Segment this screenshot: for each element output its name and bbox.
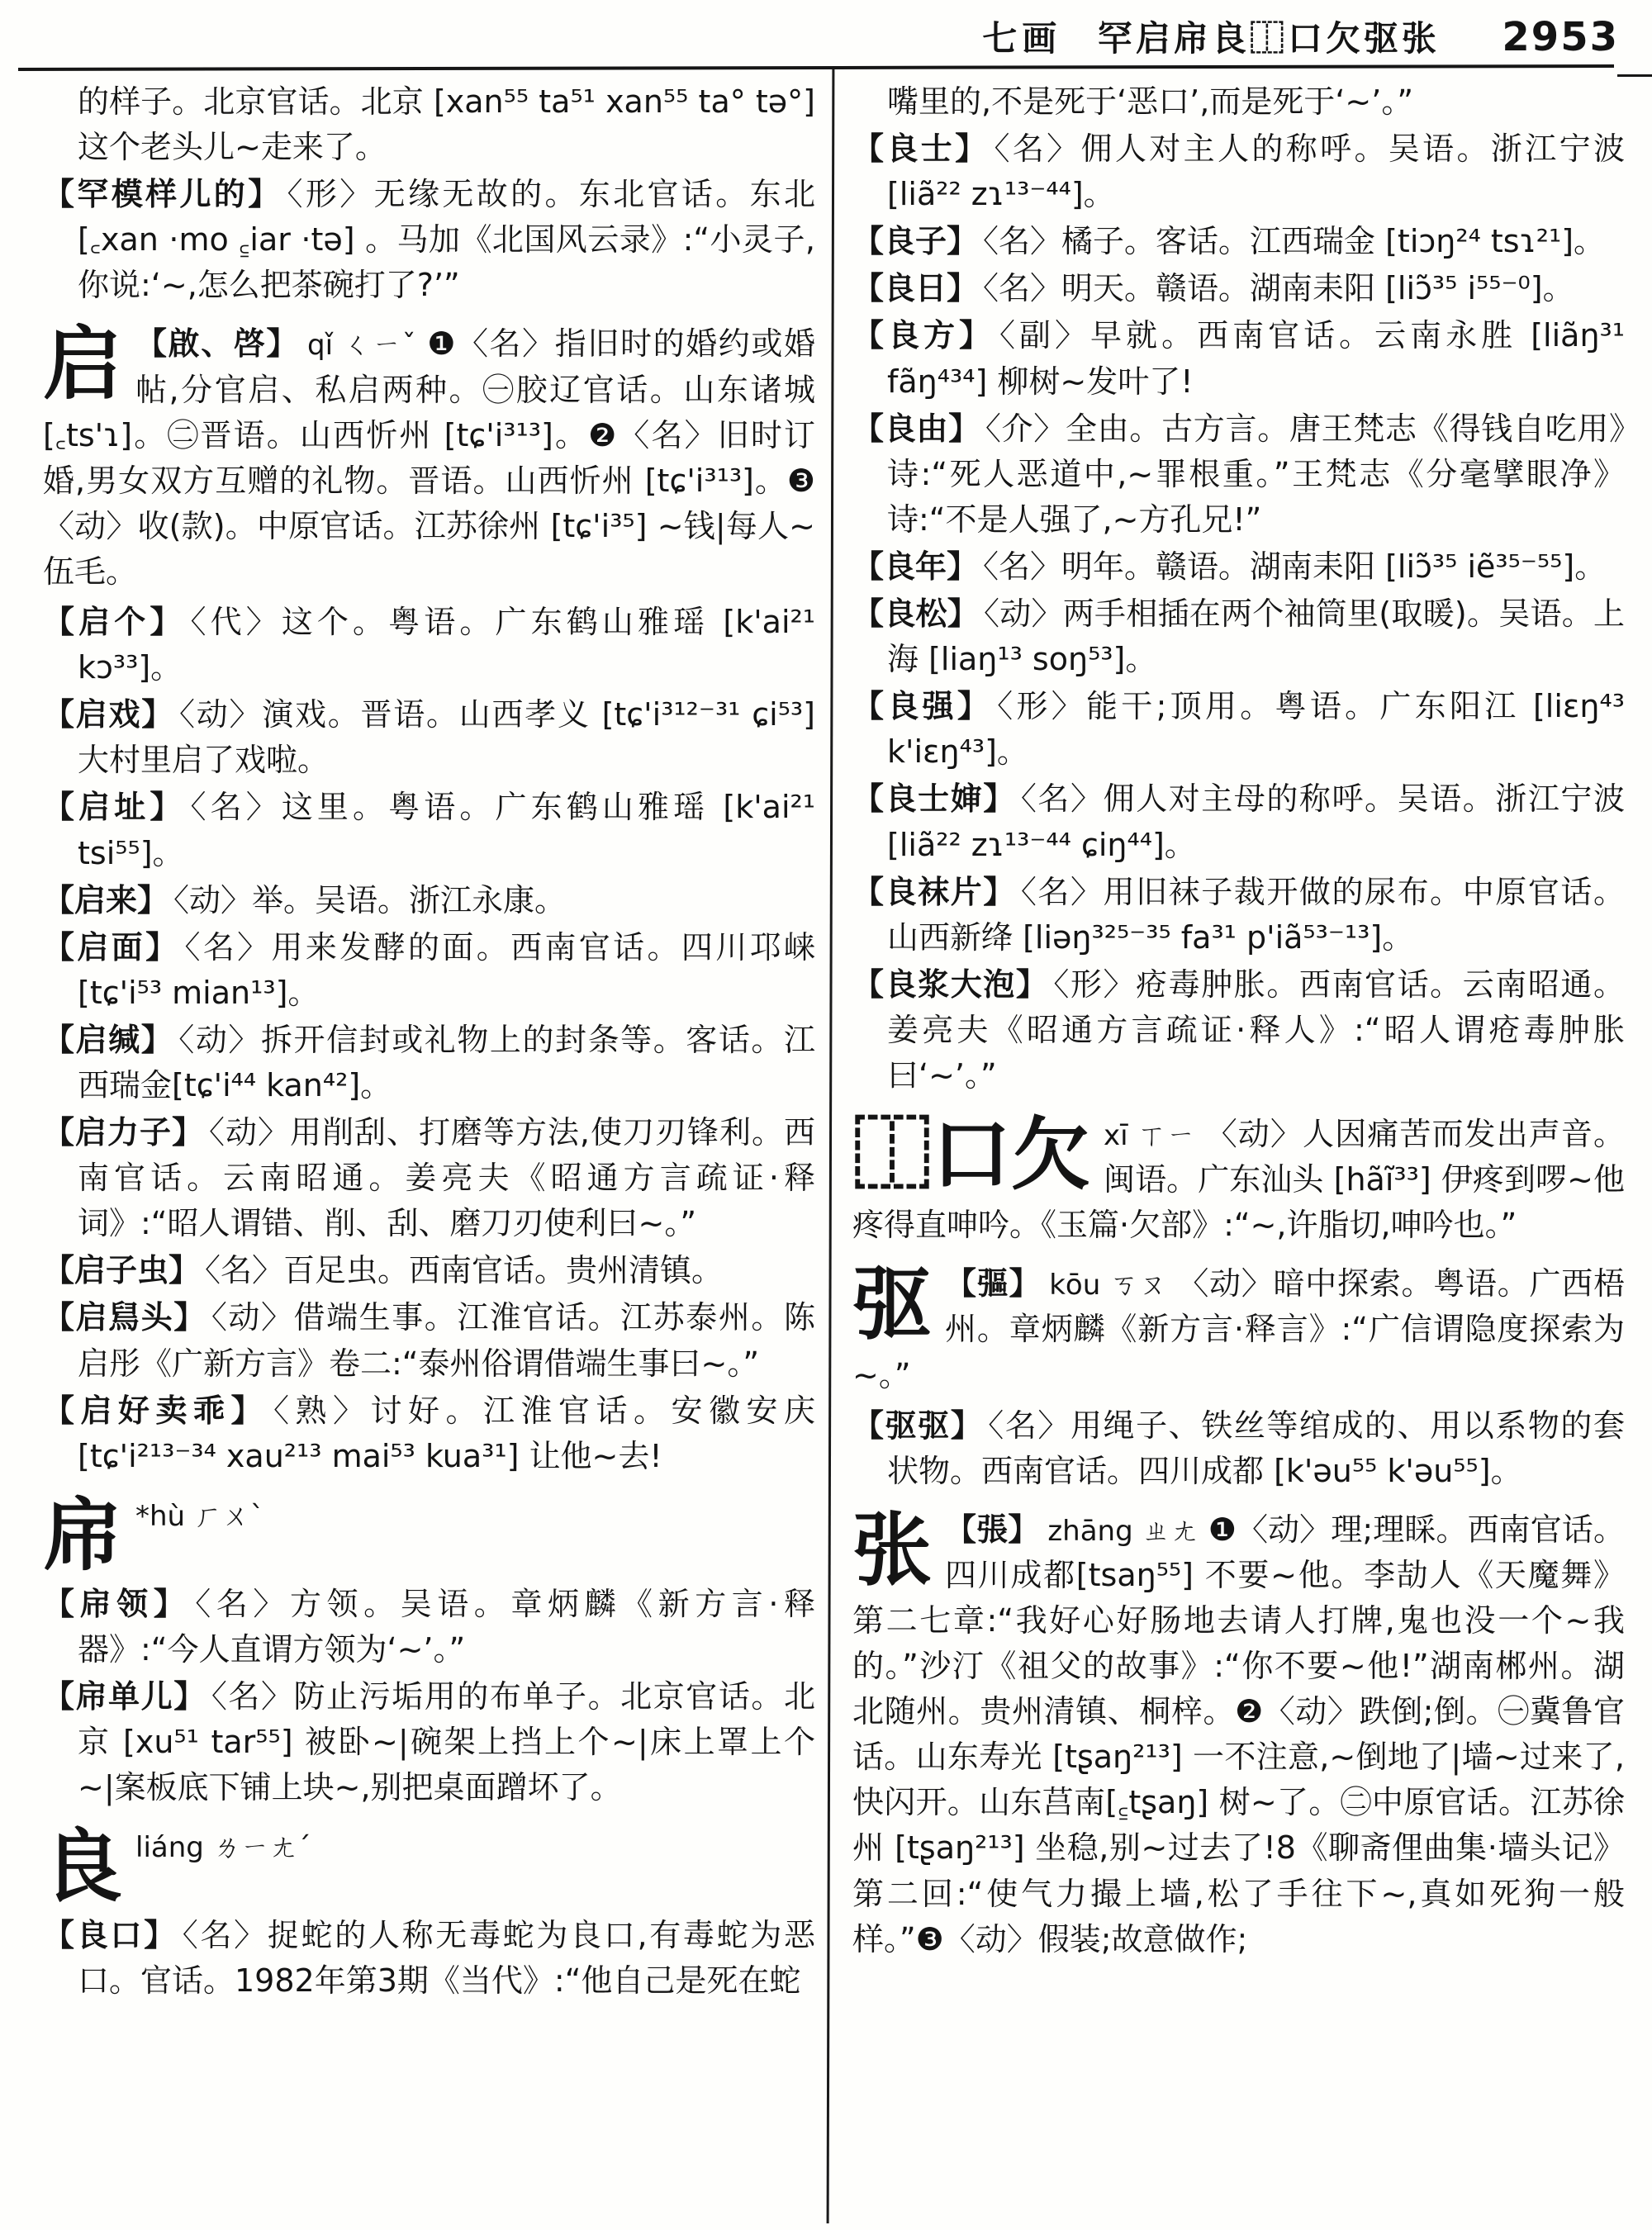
header-rule-tail [1617, 74, 1652, 77]
dictionary-entry [43, 1018, 815, 1108]
entry-definition: 〈副〉早就。西南官话。云南永胜 [liãŋ³¹ fãŋ⁴³⁴] 柳树~发叶了! [887, 317, 1625, 400]
entry-definition: 〈动〉举。吴语。浙江永康。 [173, 881, 567, 918]
entry-headword: 【启面】 [43, 928, 180, 966]
right-column [852, 79, 1625, 1967]
entry-definition: 〈动〉用削刮、打磨等方法,使刀刃锋利。西南官话。云南昭通。姜亮夫《昭通方言疏证·释词》:“昭人谓错、削、刮、磨刀刃使利曰~。” [78, 1114, 815, 1242]
dictionary-entry [852, 406, 1625, 543]
dictionary-entry [43, 925, 815, 1016]
dictionary-entry [43, 79, 815, 170]
dictionary-entry [852, 591, 1625, 682]
dictionary-main-entry [852, 1108, 1625, 1248]
entry-definition: 〈熟〉讨好。江淮官话。安徽安庆 [tɕ'i²¹³⁻³⁴ xau²¹³ mai⁵³ kua³¹] 让他~去! [78, 1392, 815, 1474]
entry-definition: 〈形〉疮毒肿胀。西南官话。云南昭通。姜亮夫《昭通方言疏证·释人》:“昭人谓疮毒肿胀曰‘~’。” [887, 966, 1625, 1094]
dictionary-entry [852, 544, 1625, 590]
entry-headword: 帍 [43, 1488, 122, 1582]
entry-headword: 良 [43, 1820, 122, 1914]
entry-definition: 〈名〉用绳子、铁丝等绾成的、用以系物的套状物。西南官话。四川成都 [k'əu⁵⁵ k'əu⁵⁵]。 [887, 1407, 1625, 1489]
entry-definition: 〈动〉借端生事。江淮官话。江苏泰州。陈启彤《广新方言》卷二:“泰州俗谓借端生事曰~。” [78, 1299, 815, 1382]
left-column [43, 79, 815, 2005]
entry-headword: 【良强】 [852, 688, 993, 725]
entry-definition: 〈形〉能干;顶用。粤语。广东阳江 [liɛŋ⁴³ k'iɛŋ⁴³]。 [887, 688, 1625, 771]
entry-definition: 〈名〉捉蛇的人称无毒蛇为良口,有毒蛇为恶口。官话。1982年第3期《当代》:“他自己是死在蛇 [78, 1917, 815, 2000]
entry-definition: 〈形〉无缘无故的。东北官话。东北 [꜀xan ·mo ꜁iar ·tə] 。马加《北国风云录》:“小灵子,你说:‘~,怎么把茶碗打了?’” [78, 176, 815, 304]
entry-headword: 【启来】 [43, 881, 169, 918]
entry-headword: 【良日】 [852, 270, 979, 307]
entry-headword: 张 [852, 1503, 932, 1597]
dictionary-entry [852, 962, 1625, 1098]
entry-headword: 启 [43, 318, 122, 411]
dictionary-main-entry [43, 1820, 815, 1914]
entry-headword: 【良子】 [852, 223, 979, 260]
dictionary-entry [43, 172, 815, 308]
entry-headword: 【启舃头】 [43, 1299, 206, 1336]
dictionary-main-entry [43, 1488, 815, 1582]
entry-definition: 〈名〉佣人对主人的称呼。吴语。浙江宁波 [liã²² zɿ¹³⁻⁴⁴]。 [887, 130, 1625, 213]
dictionary-entry [852, 219, 1625, 264]
entry-definition: 〈动〉两手相插在两个袖筒里(取暖)。吴语。上海 [liaŋ¹³ soŋ⁵³]。 [887, 595, 1625, 678]
entry-variant-form: 【張】 [945, 1511, 1040, 1548]
entry-definition: 〈名〉橘子。客话。江西瑞金 [tiɔŋ²⁴ tsɿ²¹]。 [983, 223, 1606, 260]
entry-definition: 〈动〉人因痛苦而发出声音。闽语。广东汕头 [hãĩ³³] 伊疼到啰~他疼得直呻吟。《玉篇·欠部》:“~,许脂切,呻吟也。” [852, 1116, 1625, 1244]
entry-definition: 〈动〉拆开信封或礼物上的封条等。客话。江西瑞金[tɕ'i⁴⁴ kan⁴²]。 [78, 1021, 815, 1103]
entry-headword: 【良年】 [852, 548, 979, 585]
entry-headword: 【帍单儿】 [43, 1677, 206, 1715]
entry-definition: 〈名〉方领。吴语。章炳麟《新方言·释器》:“今人直谓方领为‘~’。” [78, 1585, 815, 1668]
entry-headword: 【罕模样儿的】 [43, 176, 282, 213]
entry-headword: 【良浆大泡】 [852, 966, 1049, 1003]
dictionary-entry [43, 1248, 815, 1293]
dictionary-entry [43, 1674, 815, 1810]
entry-headword: 【启戏】 [43, 696, 174, 733]
entry-definition: 〈动〉演戏。晋语。山西孝义 [tɕ'i³¹²⁻³¹ ɕi⁵³] 大村里启了戏啦。 [78, 696, 815, 779]
entry-definition: 〈介〉全由。古方言。唐王梵志《得钱自吃用》诗:“死人恶道中,~罪根重。”王梵志《分毫擘眼净》诗:“不是人强了,~方孔兄!” [887, 410, 1625, 538]
dictionary-entry [43, 600, 815, 690]
entry-definition: 〈名〉佣人对主母的称呼。吴语。浙江宁波 [liã²² zɿ¹³⁻⁴⁴ ɕiŋ⁴⁴]。 [887, 780, 1625, 863]
entry-definition: 〈动〉暗中探索。粤语。广西梧州。章炳麟《新方言·释言》:“广信谓隐度探索为~。” [852, 1265, 1625, 1393]
page-header [0, 12, 1619, 61]
stroke-section-label: 七画 [982, 18, 1062, 59]
dictionary-entry [852, 126, 1625, 217]
dictionary-entry [852, 79, 1625, 125]
entry-pronunciation: xī ㄒㄧ [1104, 1119, 1196, 1153]
dictionary-entry [852, 266, 1625, 311]
dictionary-entry [852, 870, 1625, 961]
entry-headword: 【启址】 [43, 789, 186, 826]
entry-headword: ⿰口欠 [852, 1108, 1090, 1202]
entry-headword: 【启个】 [43, 604, 186, 641]
dictionary-main-entry [43, 318, 815, 595]
entry-definition: 〈名〉用旧袜子裁开做的尿布。中原官话。山西新绛 [liəŋ³²⁵⁻³⁵ fa³¹ p'iã⁵³⁻¹³]。 [887, 873, 1625, 956]
dictionary-entry [852, 776, 1625, 867]
dictionary-entry [43, 1582, 815, 1672]
entry-headword: 【启力子】 [43, 1114, 204, 1151]
entry-headword: 【良方】 [852, 317, 995, 354]
entry-definition: 〈名〉百足虫。西南官话。贵州清镇。 [205, 1252, 724, 1289]
entry-headword: 【良士】 [852, 130, 990, 168]
entry-definition: 〈名〉明年。赣语。湖南耒阳 [liɔ̃³⁵ iẽ³⁵⁻⁵⁵]。 [983, 548, 1607, 585]
entry-pronunciation: *hù ㄏㄨˋ [135, 1499, 264, 1533]
dictionary-entry [43, 1295, 815, 1386]
entry-headword: 【良松】 [852, 595, 980, 633]
page-number: 2953 [1502, 14, 1619, 60]
guide-characters: 罕启帍良⿰口欠𫸩张 [1097, 18, 1440, 59]
dictionary-entry [43, 878, 815, 923]
entry-headword: 【帍领】 [43, 1585, 191, 1622]
entry-definition: 〈名〉明天。赣语。湖南耒阳 [liɔ̃³⁵ i⁵⁵⁻⁰]。 [983, 270, 1574, 307]
column-divider-rule [827, 69, 835, 2223]
entry-definition: 〈代〉这个。粤语。广东鹤山雅瑶 [k'ai²¹ kɔ³³]。 [78, 604, 815, 686]
entry-headword: 【启子虫】 [43, 1252, 201, 1289]
header-rule [18, 64, 1614, 71]
entry-headword: 【良口】 [43, 1917, 178, 1954]
entry-headword: 【𫸩𫸩】 [852, 1407, 984, 1444]
entry-definition: ❶〈动〉理;理睬。西南官话。四川成都[tsaŋ⁵⁵] 不要~他。李劼人《天魔舞》第二七章:“我好心好肠地去请人打牌,鬼也没一个~我的。”沙汀《祖父的故事》:“你不要~他!”湖南郴州。湖北随州。贵州清镇、桐梓。❷〈动〉跌倒;倒。㊀冀鲁官话。山东寿光 [tʂaŋ²¹³] 一不注意,~倒地了|墙~过来了,快闪开。山东莒南[꜁tʂaŋ] 树~了。㊁中原官话。江苏徐州 [tʂaŋ²¹³] 坐稳,别~过去了!8《聊斋俚曲集·墙头记》第二回:“使气力撮上墙,松了手往下~,真如死狗一般样。”❸〈动〉假装;故意做作; [852, 1511, 1625, 1957]
dictionary-entry [852, 1403, 1625, 1494]
dictionary-entry [43, 785, 815, 875]
entry-headword: 【启好卖乖】 [43, 1392, 268, 1429]
dictionary-entry [43, 1388, 815, 1479]
dictionary-entry [43, 1913, 815, 2004]
dictionary-entry [43, 1110, 815, 1246]
entry-definition: 〈名〉防止污垢用的布单子。北京官话。北京 [xu⁵¹ tar⁵⁵] 被卧~|碗架上挡上个~|床上罩上个~|案板底下铺上块~,别把桌面蹭坏了。 [78, 1677, 815, 1806]
dictionary-entry [43, 692, 815, 783]
entry-definition: ❶〈名〉指旧时的婚约或婚帖,分官启、私启两种。㊀胶辽官话。山东诸城 [꜀ts'ɿ]。㊁晋语。山西忻州 [tɕ'i³¹³]。❷〈名〉旧时订婚,男女双方互赠的礼物。晋语。山西忻州 [tɕ'i³¹³]。❸〈动〉收(款)。中原官话。江苏徐州 [tɕ'i³⁵] ~钱|每人~伍毛。 [43, 325, 815, 590]
entry-pronunciation: qǐ ㄑㄧˇ [307, 329, 418, 363]
entry-pronunciation: liáng ㄌㄧㄤˊ [135, 1831, 311, 1865]
entry-headword: 𫸩 [852, 1258, 932, 1351]
entry-pronunciation: zhāng ㄓㄤ [1047, 1514, 1199, 1548]
dictionary-entry [852, 684, 1625, 775]
entry-pronunciation: kōu ㄎㄡ [1049, 1269, 1168, 1302]
entry-headword: 【良士婶】 [852, 780, 1016, 818]
dictionary-entry [852, 313, 1625, 404]
entry-definition: 〈名〉这里。粤语。广东鹤山雅瑶 [k'ai²¹ tsi⁵⁵]。 [78, 789, 815, 871]
entry-variant-form: 【彄】 [945, 1265, 1042, 1302]
entry-headword: 【启缄】 [43, 1021, 174, 1058]
entry-definition: 的样子。北京官话。北京 [xan⁵⁵ ta⁵¹ xan⁵⁵ ta° tə°] 这个老头儿~走来了。 [78, 83, 815, 166]
entry-headword: 【良袜片】 [852, 873, 1016, 910]
entry-headword: 【良由】 [852, 410, 980, 447]
entry-variant-form: 【啟、啓】 [135, 325, 300, 363]
entry-definition: 〈名〉用来发酵的面。西南官话。四川邛崃 [tɕ'i⁵³ mian¹³]。 [78, 928, 815, 1011]
dictionary-main-entry [852, 1503, 1625, 1962]
entry-definition: 嘴里的,不是死于‘恶口’,而是死于‘~’。” [887, 83, 1414, 120]
dictionary-main-entry [852, 1258, 1625, 1397]
